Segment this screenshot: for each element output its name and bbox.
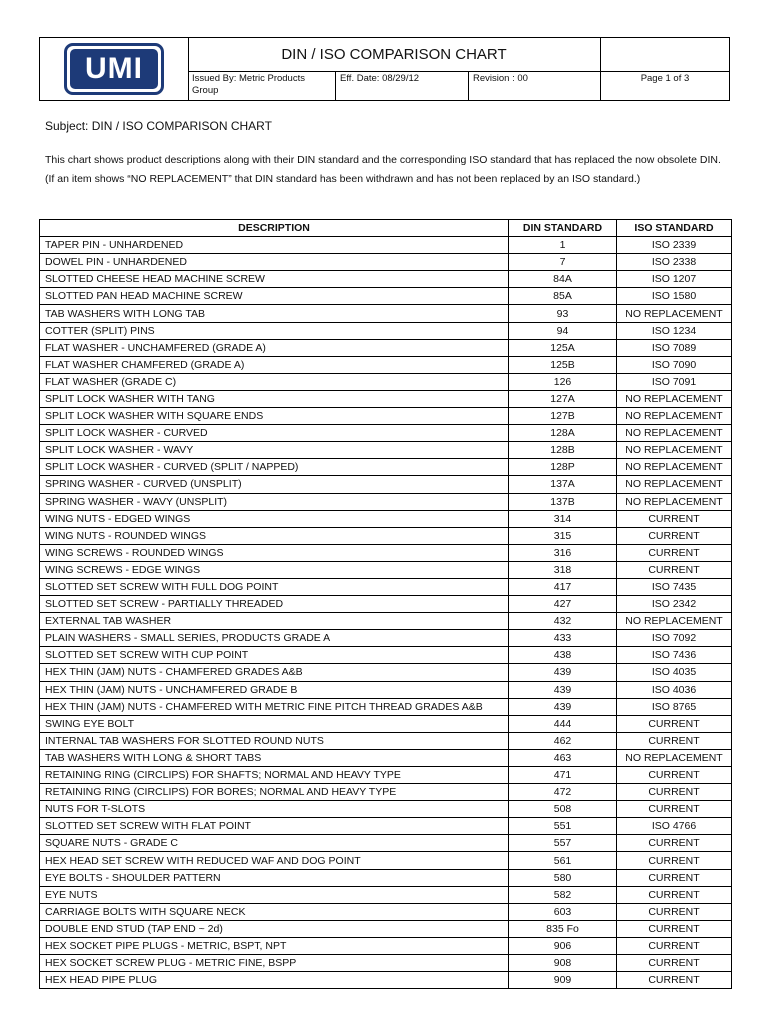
table-row (40, 835, 732, 852)
iso-standard-cell: ISO 7092 (617, 630, 732, 647)
description-cell: EYE BOLTS - SHOULDER PATTERN (40, 869, 509, 886)
comparison-table (39, 219, 732, 989)
iso-standard-cell: CURRENT (617, 527, 732, 544)
din-standard-cell: 439 (509, 681, 617, 698)
description-cell: SQUARE NUTS - GRADE C (40, 835, 509, 852)
table-row (40, 596, 732, 613)
description-cell: SPRING WASHER - WAVY (UNSPLIT) (40, 493, 509, 510)
description-cell: SWING EYE BOLT (40, 715, 509, 732)
iso-standard-cell: CURRENT (617, 767, 732, 784)
din-standard-cell: 551 (509, 818, 617, 835)
table-row (40, 476, 732, 493)
iso-standard-cell: CURRENT (617, 869, 732, 886)
table-row (40, 630, 732, 647)
description-cell: SLOTTED SET SCREW - PARTIALLY THREADED (40, 596, 509, 613)
header-din-standard: DIN STANDARD (509, 220, 617, 237)
iso-standard-cell: CURRENT (617, 920, 732, 937)
description-cell: TAB WASHERS WITH LONG TAB (40, 305, 509, 322)
description-cell: DOUBLE END STUD (TAP END ~ 2d) (40, 920, 509, 937)
table-row (40, 373, 732, 390)
table-row (40, 613, 732, 630)
description-cell: HEX HEAD SET SCREW WITH REDUCED WAF AND DOG POINT (40, 852, 509, 869)
logo-cell (40, 38, 189, 100)
iso-standard-cell: ISO 7091 (617, 373, 732, 390)
din-standard-cell: 316 (509, 544, 617, 561)
table-row (40, 237, 732, 254)
header-description: DESCRIPTION (40, 220, 509, 237)
iso-standard-cell: ISO 1207 (617, 271, 732, 288)
table-row (40, 715, 732, 732)
iso-standard-cell: NO REPLACEMENT (617, 493, 732, 510)
blank-header-cell (600, 38, 730, 72)
iso-standard-cell: CURRENT (617, 510, 732, 527)
table-row (40, 322, 732, 339)
table-row (40, 408, 732, 425)
iso-standard-cell: NO REPLACEMENT (617, 749, 732, 766)
iso-standard-cell: CURRENT (617, 784, 732, 801)
din-standard-cell: 439 (509, 664, 617, 681)
din-standard-cell: 432 (509, 613, 617, 630)
table-row (40, 647, 732, 664)
iso-standard-cell: CURRENT (617, 715, 732, 732)
table-row (40, 271, 732, 288)
iso-standard-cell: ISO 4035 (617, 664, 732, 681)
iso-standard-cell: ISO 7090 (617, 356, 732, 373)
description-cell: CARRIAGE BOLTS WITH SQUARE NECK (40, 903, 509, 920)
table-row (40, 955, 732, 972)
iso-standard-cell: ISO 7436 (617, 647, 732, 664)
iso-standard-cell: NO REPLACEMENT (617, 425, 732, 442)
iso-standard-cell: NO REPLACEMENT (617, 613, 732, 630)
table-row (40, 493, 732, 510)
din-standard-cell: 580 (509, 869, 617, 886)
iso-standard-cell: ISO 7435 (617, 578, 732, 595)
table-row (40, 544, 732, 561)
logo-text: UMI (70, 49, 158, 89)
table-row (40, 784, 732, 801)
table-row (40, 339, 732, 356)
description-cell: SLOTTED SET SCREW WITH CUP POINT (40, 647, 509, 664)
table-row (40, 288, 732, 305)
description-cell: HEX HEAD PIPE PLUG (40, 972, 509, 989)
table-row (40, 561, 732, 578)
iso-standard-cell: CURRENT (617, 561, 732, 578)
description-cell: SPLIT LOCK WASHER WITH TANG (40, 390, 509, 407)
din-standard-cell: 125A (509, 339, 617, 356)
description-cell: SLOTTED SET SCREW WITH FLAT POINT (40, 818, 509, 835)
description-cell: SPLIT LOCK WASHER WITH SQUARE ENDS (40, 408, 509, 425)
din-standard-cell: 908 (509, 955, 617, 972)
description-cell: FLAT WASHER - UNCHAMFERED (GRADE A) (40, 339, 509, 356)
iso-standard-cell: NO REPLACEMENT (617, 442, 732, 459)
din-standard-cell: 127A (509, 390, 617, 407)
description-cell: SLOTTED PAN HEAD MACHINE SCREW (40, 288, 509, 305)
table-row (40, 527, 732, 544)
iso-standard-cell: ISO 1234 (617, 322, 732, 339)
table-row (40, 920, 732, 937)
iso-standard-cell: ISO 1580 (617, 288, 732, 305)
iso-standard-cell: NO REPLACEMENT (617, 305, 732, 322)
table-row (40, 442, 732, 459)
table-row (40, 681, 732, 698)
din-standard-cell: 137A (509, 476, 617, 493)
iso-standard-cell: NO REPLACEMENT (617, 459, 732, 476)
table-row (40, 390, 732, 407)
description-cell: WING NUTS - EDGED WINGS (40, 510, 509, 527)
description-cell: HEX THIN (JAM) NUTS - CHAMFERED WITH METRIC FINE PITCH THREAD GRADES A&B (40, 698, 509, 715)
din-standard-cell: 126 (509, 373, 617, 390)
din-standard-cell: 438 (509, 647, 617, 664)
table-row (40, 578, 732, 595)
page-number: Page 1 of 3 (600, 71, 729, 100)
din-standard-cell: 315 (509, 527, 617, 544)
table-row (40, 937, 732, 954)
din-standard-cell: 439 (509, 698, 617, 715)
din-standard-cell: 508 (509, 801, 617, 818)
table-row (40, 818, 732, 835)
intro-paragraph: This chart shows product descriptions along with their DIN standard and the corresponding ISO standard that has replaced the now obsolete DIN. (If an item shows “NO REPLACEMENT” that DIN standard has been withdrawn and has not been replaced by an ISO standard.) (45, 154, 721, 185)
description-cell: HEX SOCKET PIPE PLUGS - METRIC, BSPT, NPT (40, 937, 509, 954)
table-row (40, 749, 732, 766)
din-standard-cell: 125B (509, 356, 617, 373)
table-row (40, 510, 732, 527)
din-standard-cell: 314 (509, 510, 617, 527)
table-row (40, 767, 732, 784)
iso-standard-cell: CURRENT (617, 972, 732, 989)
din-standard-cell: 1 (509, 237, 617, 254)
din-standard-cell: 84A (509, 271, 617, 288)
iso-standard-cell: NO REPLACEMENT (617, 408, 732, 425)
description-cell: SPLIT LOCK WASHER - CURVED (40, 425, 509, 442)
din-standard-cell: 137B (509, 493, 617, 510)
description-cell: WING SCREWS - EDGE WINGS (40, 561, 509, 578)
description-cell: FLAT WASHER (GRADE C) (40, 373, 509, 390)
table-row (40, 869, 732, 886)
description-cell: HEX THIN (JAM) NUTS - CHAMFERED GRADES A&B (40, 664, 509, 681)
din-standard-cell: 557 (509, 835, 617, 852)
description-cell: FLAT WASHER CHAMFERED (GRADE A) (40, 356, 509, 373)
issued-by: Issued By: Metric Products Group (192, 73, 305, 96)
description-cell: RETAINING RING (CIRCLIPS) FOR BORES; NORMAL AND HEAVY TYPE (40, 784, 509, 801)
din-standard-cell: 93 (509, 305, 617, 322)
din-standard-cell: 463 (509, 749, 617, 766)
iso-standard-cell: ISO 7089 (617, 339, 732, 356)
iso-standard-cell: CURRENT (617, 955, 732, 972)
iso-standard-cell: ISO 2339 (617, 237, 732, 254)
description-cell: WING SCREWS - ROUNDED WINGS (40, 544, 509, 561)
iso-standard-cell: ISO 4036 (617, 681, 732, 698)
din-standard-cell: 433 (509, 630, 617, 647)
iso-standard-cell: CURRENT (617, 732, 732, 749)
iso-standard-cell: CURRENT (617, 886, 732, 903)
din-standard-cell: 318 (509, 561, 617, 578)
description-cell: EXTERNAL TAB WASHER (40, 613, 509, 630)
description-cell: RETAINING RING (CIRCLIPS) FOR SHAFTS; NORMAL AND HEAVY TYPE (40, 767, 509, 784)
iso-standard-cell: CURRENT (617, 852, 732, 869)
description-cell: INTERNAL TAB WASHERS FOR SLOTTED ROUND NUTS (40, 732, 509, 749)
description-cell: WING NUTS - ROUNDED WINGS (40, 527, 509, 544)
iso-standard-cell: CURRENT (617, 903, 732, 920)
table-row (40, 732, 732, 749)
umi-logo (64, 43, 164, 95)
description-cell: SPLIT LOCK WASHER - CURVED (SPLIT / NAPPED) (40, 459, 509, 476)
iso-standard-cell: ISO 2338 (617, 254, 732, 271)
din-standard-cell: 462 (509, 732, 617, 749)
description-cell: PLAIN WASHERS - SMALL SERIES, PRODUCTS GRADE A (40, 630, 509, 647)
table-row (40, 459, 732, 476)
din-standard-cell: 128P (509, 459, 617, 476)
table-row (40, 356, 732, 373)
iso-standard-cell: CURRENT (617, 937, 732, 954)
description-cell: HEX THIN (JAM) NUTS - UNCHAMFERED GRADE B (40, 681, 509, 698)
document-header (39, 37, 730, 101)
description-cell: NUTS FOR T-SLOTS (40, 801, 509, 818)
din-standard-cell: 471 (509, 767, 617, 784)
table-body (40, 237, 732, 989)
description-cell: SPLIT LOCK WASHER - WAVY (40, 442, 509, 459)
description-cell: HEX SOCKET SCREW PLUG - METRIC FINE, BSPP (40, 955, 509, 972)
din-standard-cell: 906 (509, 937, 617, 954)
table-row (40, 903, 732, 920)
table-row (40, 886, 732, 903)
iso-standard-cell: ISO 2342 (617, 596, 732, 613)
iso-standard-cell: CURRENT (617, 544, 732, 561)
description-cell: SPRING WASHER - CURVED (UNSPLIT) (40, 476, 509, 493)
table-row (40, 425, 732, 442)
din-standard-cell: 444 (509, 715, 617, 732)
table-row (40, 664, 732, 681)
header-iso-standard: ISO STANDARD (617, 220, 732, 237)
table-row (40, 972, 732, 989)
din-standard-cell: 909 (509, 972, 617, 989)
din-standard-cell: 835 Fo (509, 920, 617, 937)
table-row (40, 254, 732, 271)
iso-standard-cell: NO REPLACEMENT (617, 476, 732, 493)
revision: Revision : 00 (468, 71, 600, 100)
din-standard-cell: 417 (509, 578, 617, 595)
din-standard-cell: 603 (509, 903, 617, 920)
description-cell: EYE NUTS (40, 886, 509, 903)
document-title: DIN / ISO COMPARISON CHART (188, 38, 600, 72)
iso-standard-cell: ISO 4766 (617, 818, 732, 835)
din-standard-cell: 85A (509, 288, 617, 305)
din-standard-cell: 427 (509, 596, 617, 613)
table-row (40, 698, 732, 715)
iso-standard-cell: NO REPLACEMENT (617, 390, 732, 407)
iso-standard-cell: ISO 8765 (617, 698, 732, 715)
din-standard-cell: 128B (509, 442, 617, 459)
effective-date: Eff. Date: 08/29/12 (335, 71, 468, 100)
din-standard-cell: 561 (509, 852, 617, 869)
din-standard-cell: 582 (509, 886, 617, 903)
iso-standard-cell: CURRENT (617, 835, 732, 852)
iso-standard-cell: CURRENT (617, 801, 732, 818)
description-cell: SLOTTED CHEESE HEAD MACHINE SCREW (40, 271, 509, 288)
description-cell: SLOTTED SET SCREW WITH FULL DOG POINT (40, 578, 509, 595)
din-standard-cell: 7 (509, 254, 617, 271)
table-row (40, 852, 732, 869)
subject-line: Subject: DIN / ISO COMPARISON CHART (45, 119, 272, 133)
din-standard-cell: 127B (509, 408, 617, 425)
din-standard-cell: 128A (509, 425, 617, 442)
table-row (40, 801, 732, 818)
table-row (40, 305, 732, 322)
din-standard-cell: 472 (509, 784, 617, 801)
din-standard-cell: 94 (509, 322, 617, 339)
description-cell: TAB WASHERS WITH LONG & SHORT TABS (40, 749, 509, 766)
description-cell: COTTER (SPLIT) PINS (40, 322, 509, 339)
table-header-row (40, 220, 732, 237)
description-cell: TAPER PIN - UNHARDENED (40, 237, 509, 254)
description-cell: DOWEL PIN - UNHARDENED (40, 254, 509, 271)
